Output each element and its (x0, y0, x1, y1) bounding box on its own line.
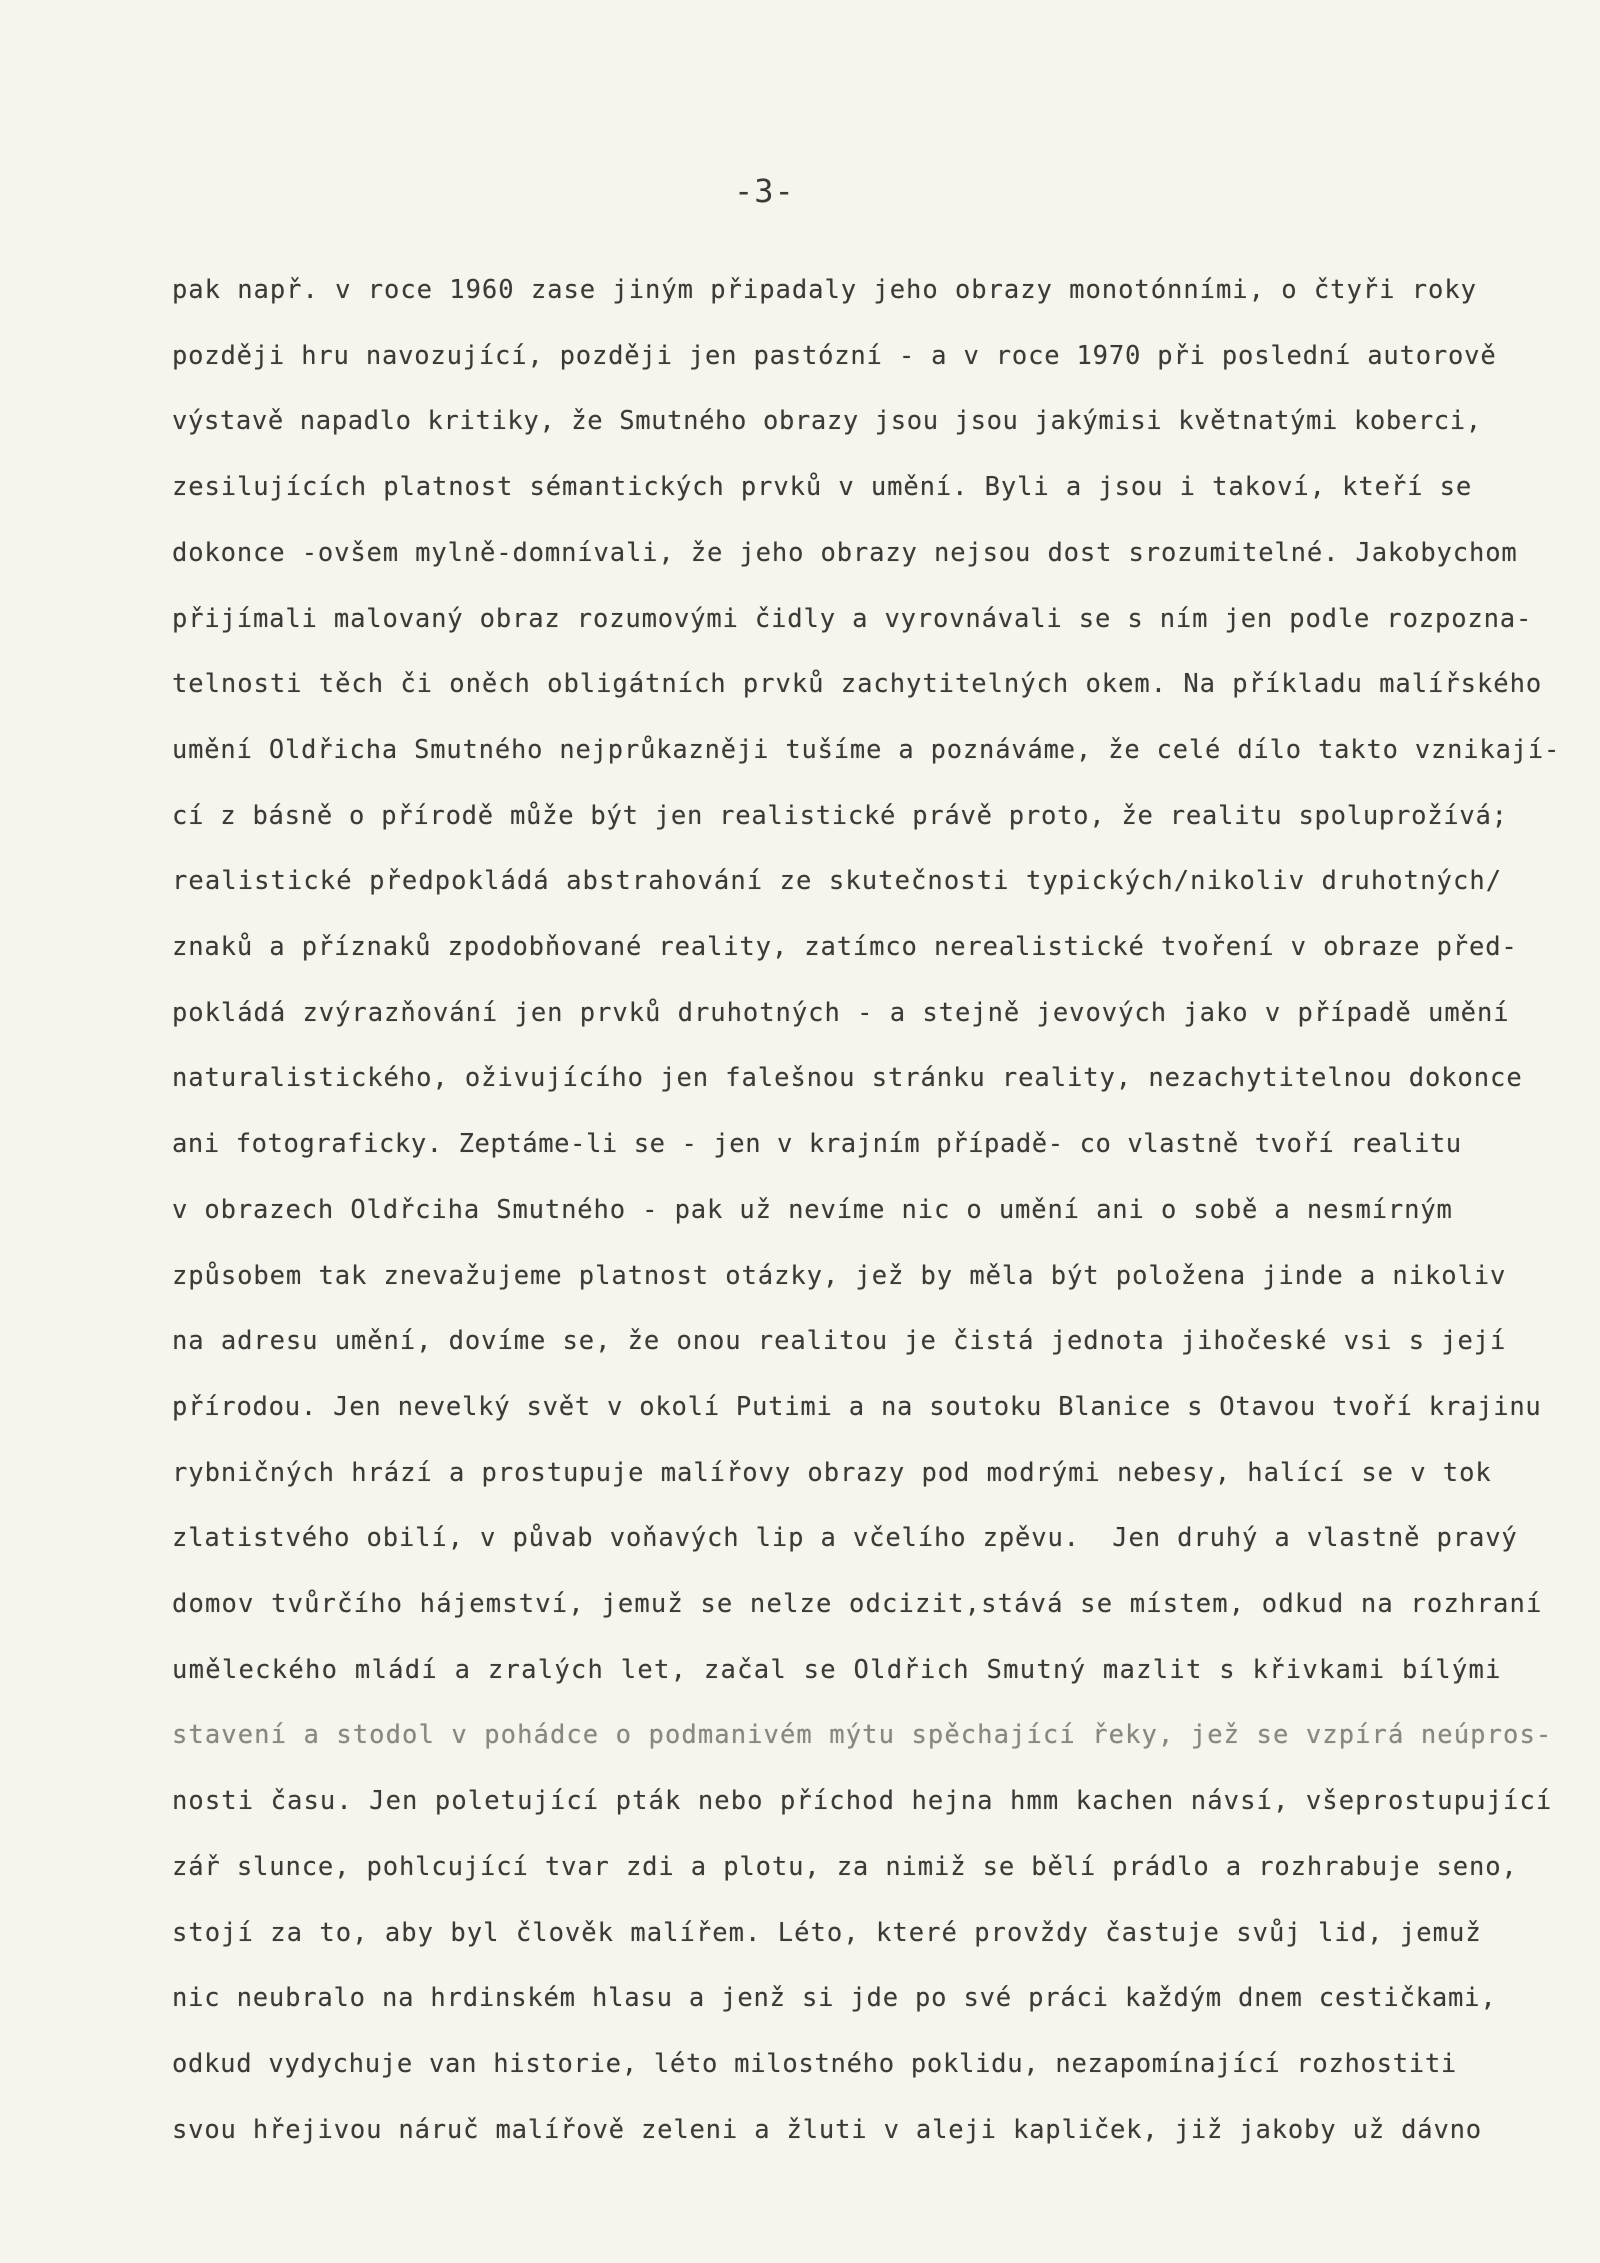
text-line: stavení a stodol v pohádce o podmanivém mýtu spěchající řeky, jež se vzpírá neúpros- (172, 1720, 1553, 1751)
text-line: svou hřejivou náruč malířově zeleni a žluti v aleji kapliček, již jakoby už dávno (172, 2114, 1482, 2145)
text-line: na adresu umění, dovíme se, že onou realitou je čistá jednota jihočeské vsi s její (172, 1326, 1507, 1357)
text-line: ani fotograficky. Zeptáme-li se - jen v krajním případě- co vlastně tvoří realitu (172, 1129, 1462, 1160)
text-line: přijímali malovaný obraz rozumovými čidly a vyrovnávali se s ním jen podle rozpozna- (172, 603, 1533, 634)
text-line: způsobem tak znevažujeme platnost otázky, jež by měla být položena jinde a nikoliv (172, 1260, 1507, 1291)
text-line: dokonce -ovšem mylně-domnívali, že jeho obrazy nejsou dost srozumitelné. Jakobychom (172, 537, 1518, 568)
text-line: cí z básně o přírodě může být jen realistické právě proto, že realitu spoluprožívá; (172, 800, 1508, 831)
text-line: později hru navozující, později jen pastózní - a v roce 1970 při poslední autorově (172, 340, 1497, 371)
text-line: uměleckého mládí a zralých let, začal se Oldřich Smutný mazlit s křivkami bílými (172, 1654, 1502, 1685)
text-line: přírodou. Jen nevelký svět v okolí Putimi a na soutoku Blanice s Otavou tvoří krajinu (172, 1391, 1542, 1422)
text-line: zesilujících platnost sémantických prvků v umění. Byli a jsou i takoví, kteří se (172, 472, 1473, 503)
text-line: nosti času. Jen poletující pták nebo příchod hejna hmm kachen návsí, všeprostupující (172, 1786, 1553, 1817)
text-line: nic neubralo na hrdinském hlasu a jenž si jde po své práci každým dnem cestičkami, (172, 1983, 1497, 2014)
text-line: zář slunce, pohlcující tvar zdi a plotu, za nimiž se bělí prádlo a rozhrabuje seno, (172, 1851, 1518, 1882)
text-line: zlatistvého obilí, v půvab voňavých lip a včelího zpěvu. Jen druhý a vlastně pravý (172, 1523, 1518, 1554)
text-line: znaků a příznaků zpodobňované reality, zatímco nerealistické tvoření v obraze před- (172, 932, 1518, 962)
text-line: výstavě napadlo kritiky, že Smutného obrazy jsou jsou jakýmisi květnatými koberci, (172, 406, 1482, 437)
text-line: rybničných hrází a prostupuje malířovy obrazy pod modrými nebesy, halící se v tok (172, 1457, 1492, 1488)
text-line: odkud vydychuje van historie, léto milostného poklidu, nezapomínající rozhostiti (172, 2048, 1457, 2079)
text-line: pokládá zvýrazňování jen prvků druhotných - a stejně jevových jako v případě umění (172, 997, 1510, 1028)
text-line: telnosti těch či oněch obligátních prvků zachytitelných okem. Na příkladu malířského (172, 669, 1543, 700)
text-line: stojí za to, aby byl člověk malířem. Léto, které provždy častuje svůj lid, jemuž (172, 1917, 1482, 1948)
page-number: -3- (734, 172, 795, 210)
text-line: naturalistického, oživujícího jen falešnou stránku reality, nezachytitelnou dokonce (172, 1063, 1523, 1094)
text-line: realistické předpokládá abstrahování ze skutečnosti typických/nikoliv druhotných/ (172, 866, 1503, 897)
text-line: umění Oldřicha Smutného nejprůkazněji tušíme a poznáváme, že celé dílo takto vznikají- (172, 734, 1561, 765)
text-line: domov tvůrčího hájemství, jemuž se nelze odcizit,stává se místem, odkud na rozhraní (172, 1589, 1543, 1619)
text-line: pak např. v roce 1960 zase jiným připadaly jeho obrazy monotónními, o čtyři roky (172, 275, 1477, 305)
text-line: v obrazech Oldřciha Smutného - pak už nevíme nic o umění ani o sobě a nesmírným (172, 1194, 1453, 1225)
